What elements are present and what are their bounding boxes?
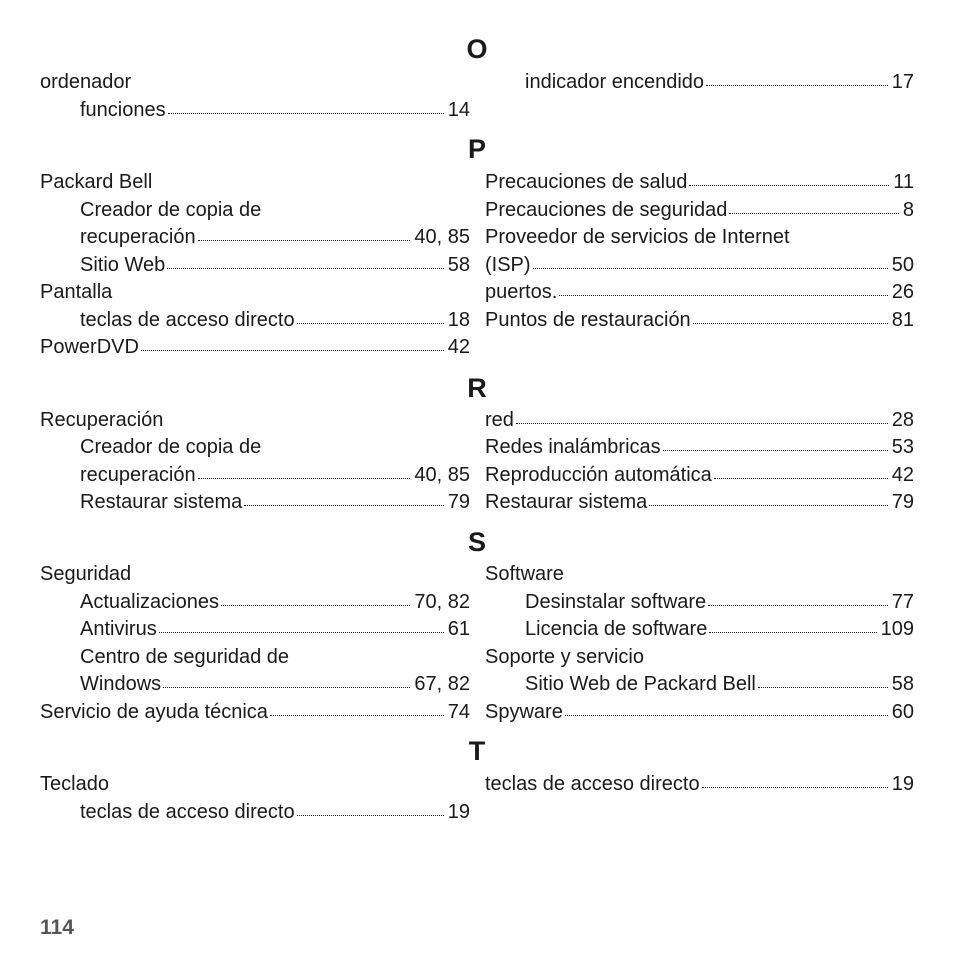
entry-page: 42 bbox=[447, 336, 470, 358]
entry-page: 79 bbox=[891, 491, 914, 513]
index-entry bbox=[80, 435, 470, 459]
entry-text: (ISP) bbox=[485, 254, 531, 276]
entry-text: Soporte y servicio bbox=[485, 646, 644, 668]
index-entry bbox=[40, 170, 470, 194]
dot-leader bbox=[693, 319, 888, 324]
dot-leader bbox=[758, 683, 888, 688]
index-entry bbox=[40, 408, 470, 432]
entry-text: teclas de acceso directo bbox=[80, 309, 295, 331]
index-entry bbox=[485, 463, 914, 487]
entry-text: Creador de copia de bbox=[80, 436, 262, 458]
entry-text: teclas de acceso directo bbox=[80, 801, 295, 823]
letter-heading-r: R bbox=[467, 373, 487, 403]
entry-page: 19 bbox=[891, 773, 914, 795]
entry-text: Licencia de software bbox=[525, 618, 708, 640]
dot-leader bbox=[167, 264, 444, 269]
index-entry bbox=[485, 645, 914, 669]
index-entry bbox=[485, 308, 914, 332]
index-entry bbox=[40, 335, 470, 359]
index-entry bbox=[80, 590, 470, 614]
entry-text: red bbox=[485, 409, 514, 431]
dot-leader bbox=[706, 81, 888, 86]
entry-text: Antivirus bbox=[80, 618, 157, 640]
index-entry bbox=[40, 280, 470, 304]
index-entry bbox=[485, 280, 914, 304]
entry-text: Pantalla bbox=[40, 281, 113, 303]
letter-heading-p: P bbox=[467, 134, 486, 164]
index-entry bbox=[525, 590, 914, 614]
letter-heading-o: O bbox=[466, 34, 488, 64]
letter-heading-t: T bbox=[468, 736, 486, 766]
entry-text: Sitio Web bbox=[80, 254, 166, 276]
entry-page: 26 bbox=[891, 281, 914, 303]
entry-page: 40, 85 bbox=[414, 226, 470, 248]
index-entry bbox=[40, 70, 470, 94]
dot-leader bbox=[168, 109, 444, 114]
entry-page: 8 bbox=[902, 199, 914, 221]
entry-text: Centro de seguridad de bbox=[80, 646, 290, 668]
entry-text: teclas de acceso directo bbox=[485, 773, 700, 795]
entry-text: Desinstalar software bbox=[525, 591, 707, 613]
index-entry bbox=[80, 98, 470, 122]
dot-leader bbox=[297, 811, 444, 816]
index-entry bbox=[80, 490, 470, 514]
dot-leader bbox=[163, 683, 410, 688]
entry-page: 11 bbox=[893, 171, 914, 193]
dot-leader bbox=[297, 319, 444, 324]
index-entry bbox=[485, 490, 914, 514]
entry-page: 67, 82 bbox=[414, 673, 470, 695]
entry-text: Puntos de restauración bbox=[485, 309, 691, 331]
index-entry bbox=[485, 435, 914, 459]
entry-text: Redes inalámbricas bbox=[485, 436, 661, 458]
entry-text: Reproducción automática bbox=[485, 464, 712, 486]
entry-text: Seguridad bbox=[40, 563, 132, 585]
entry-text: Sitio Web de Packard Bell bbox=[525, 673, 756, 695]
entry-text: Servicio de ayuda técnica bbox=[40, 701, 268, 723]
entry-text: puertos. bbox=[485, 281, 558, 303]
index-entry bbox=[80, 645, 470, 669]
entry-page: 17 bbox=[891, 71, 914, 93]
entry-text: Creador de copia de bbox=[80, 199, 262, 221]
entry-text: Windows bbox=[80, 673, 162, 695]
dot-leader bbox=[649, 501, 887, 506]
index-entry bbox=[80, 253, 470, 277]
dot-leader bbox=[221, 601, 410, 606]
entry-page: 58 bbox=[891, 673, 914, 695]
dot-leader bbox=[198, 474, 411, 479]
entry-text: Software bbox=[485, 563, 564, 585]
entry-text: indicador encendido bbox=[525, 71, 705, 93]
index-entry bbox=[485, 225, 914, 249]
entry-page: 18 bbox=[447, 309, 470, 331]
dot-leader bbox=[709, 628, 876, 633]
index-entry bbox=[485, 562, 914, 586]
index-entry bbox=[485, 772, 914, 796]
dot-leader bbox=[559, 291, 887, 296]
dot-leader bbox=[141, 346, 444, 351]
dot-leader bbox=[708, 601, 888, 606]
dot-leader bbox=[198, 236, 411, 241]
dot-leader bbox=[565, 711, 888, 716]
page-number: 114 bbox=[40, 916, 74, 939]
dot-leader bbox=[516, 419, 888, 424]
dot-leader bbox=[702, 783, 888, 788]
index-entry bbox=[80, 463, 470, 487]
entry-page: 61 bbox=[447, 618, 470, 640]
entry-text: Actualizaciones bbox=[80, 591, 219, 613]
dot-leader bbox=[533, 264, 888, 269]
entry-text: Spyware bbox=[485, 701, 563, 723]
dot-leader bbox=[689, 181, 889, 186]
index-entry bbox=[80, 800, 470, 824]
index-entry bbox=[80, 672, 470, 696]
entry-text: Packard Bell bbox=[40, 171, 153, 193]
entry-text: Restaurar sistema bbox=[485, 491, 648, 513]
index-entry bbox=[485, 700, 914, 724]
entry-page: 77 bbox=[891, 591, 914, 613]
entry-text: recuperación bbox=[80, 226, 196, 248]
entry-page: 58 bbox=[447, 254, 470, 276]
entry-page: 109 bbox=[880, 618, 914, 640]
entry-text: Restaurar sistema bbox=[80, 491, 243, 513]
index-entry bbox=[40, 562, 470, 586]
entry-page: 50 bbox=[891, 254, 914, 276]
entry-page: 53 bbox=[891, 436, 914, 458]
index-entry bbox=[485, 170, 914, 194]
letter-heading-s: S bbox=[467, 527, 486, 557]
index-entry bbox=[80, 308, 470, 332]
dot-leader bbox=[244, 501, 443, 506]
entry-text: Proveedor de servicios de Internet bbox=[485, 226, 790, 248]
entry-text: Teclado bbox=[40, 773, 109, 795]
entry-page: 14 bbox=[447, 99, 470, 121]
dot-leader bbox=[159, 628, 444, 633]
index-entry bbox=[80, 225, 470, 249]
dot-leader bbox=[729, 209, 898, 214]
index-entry bbox=[485, 408, 914, 432]
index-entry bbox=[80, 617, 470, 641]
entry-text: Precauciones de salud bbox=[485, 171, 688, 193]
entry-text: Precauciones de seguridad bbox=[485, 199, 728, 221]
entry-page: 74 bbox=[447, 701, 470, 723]
entry-page: 42 bbox=[891, 464, 914, 486]
entry-page: 60 bbox=[891, 701, 914, 723]
dot-leader bbox=[714, 474, 888, 479]
entry-text: PowerDVD bbox=[40, 336, 139, 358]
dot-leader bbox=[270, 711, 444, 716]
index-entry bbox=[525, 672, 914, 696]
entry-text: recuperación bbox=[80, 464, 196, 486]
entry-page: 81 bbox=[891, 309, 914, 331]
dot-leader bbox=[663, 446, 888, 451]
index-entry bbox=[525, 617, 914, 641]
entry-page: 70, 82 bbox=[414, 591, 470, 613]
entry-page: 79 bbox=[447, 491, 470, 513]
entry-text: Recuperación bbox=[40, 409, 164, 431]
index-entry bbox=[485, 198, 914, 222]
entry-text: ordenador bbox=[40, 71, 132, 93]
entry-text: funciones bbox=[80, 99, 166, 121]
index-entry bbox=[80, 198, 470, 222]
index-entry bbox=[40, 700, 470, 724]
entry-page: 40, 85 bbox=[414, 464, 470, 486]
entry-page: 19 bbox=[447, 801, 470, 823]
entry-page: 28 bbox=[891, 409, 914, 431]
index-entry bbox=[40, 772, 470, 796]
index-entry bbox=[485, 253, 914, 277]
index-entry bbox=[525, 70, 914, 94]
